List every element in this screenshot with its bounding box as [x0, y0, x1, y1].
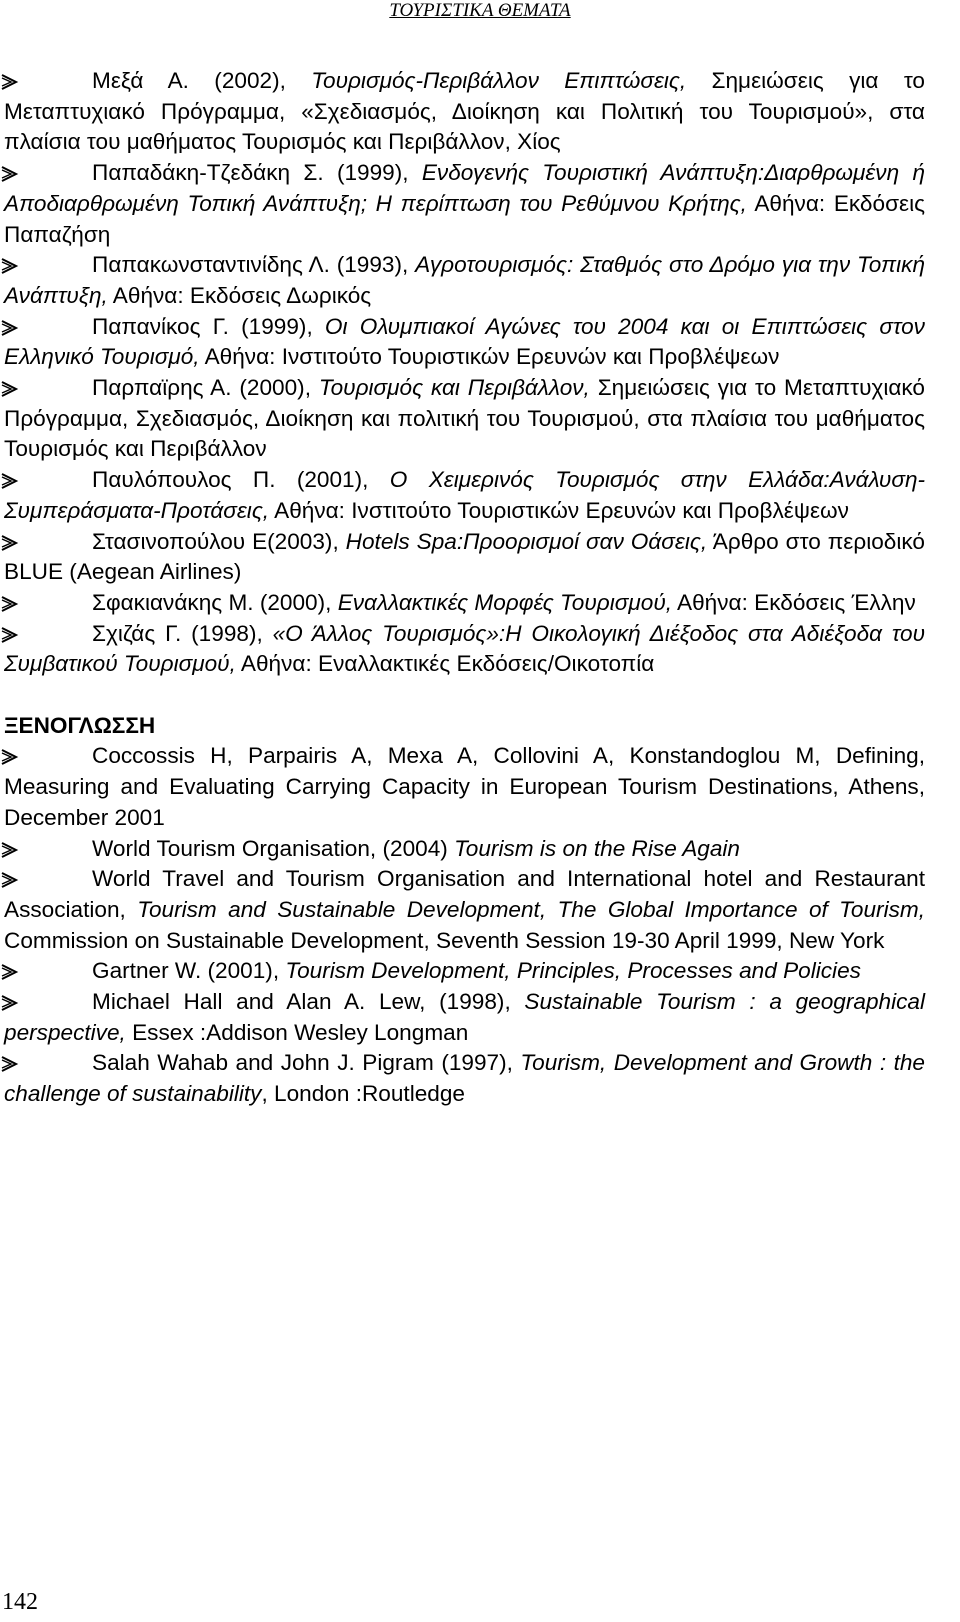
reference-rest: Commission on Sustainable Development, Seventh Session 19-30 April 1999, New York [4, 927, 885, 953]
reference-item [4, 373, 925, 465]
reference-item [4, 864, 925, 956]
reference-item [4, 465, 925, 526]
reference-author: Στασινοπούλου Ε(2003), [92, 528, 346, 554]
reference-item [4, 66, 925, 158]
reference-author: Gartner W. (2001), [92, 958, 286, 984]
reference-title: Hotels Spa:Προορισμοί σαν Οάσεις, [345, 528, 708, 554]
bibliography [4, 66, 925, 1110]
reference-item [4, 588, 925, 619]
reference-rest: Σημειώσεις για το Μεταπτυχιακό Πρόγραμμα, «Σχεδιασμός, Διοίκηση και Πολιτική του Τουρισμού», στα πλαίσια του μαθήματος Τουρισμός και Περιβάλλον, Χίος [4, 68, 925, 155]
reference-title: Tourism is on the Rise Again [454, 835, 740, 861]
arrow-bullet-icon [0, 741, 26, 771]
reference-title: Οι Ολυμπιακοί Αγώνες του 2004 και οι Επιπτώσεις στον Ελληνικό Τουρισμό, [4, 313, 925, 370]
reference-rest: Αθήνα: Εκδόσεις Δωρικός [107, 282, 372, 308]
reference-author: World Travel and Tourism Organisation and International hotel and Restaurant Association, [4, 866, 925, 922]
arrow-bullet-icon [0, 987, 26, 1017]
reference-rest: Σημειώσεις για το Μεταπτυχιακό Πρόγραμμα, Σχεδιασμός, Διοίκηση και πολιτική του Τουρισμού, στα πλαίσια του μαθήματος Τουρισμός και Περιβάλλον [4, 375, 925, 462]
arrow-bullet-icon [0, 373, 26, 403]
arrow-bullet-icon [0, 250, 26, 280]
reference-title: Ο Χειμερινός Τουρισμός στην Ελλάδα:Ανάλυση-Συμπεράσματα-Προτάσεις, [4, 467, 926, 523]
reference-title: Tourism and Sustainable Development, The Global Importance of Tourism, [137, 896, 925, 922]
reference-item [4, 741, 925, 833]
reference-author: Σφακιανάκης Μ. (2000), [92, 589, 338, 615]
arrow-bullet-icon [0, 864, 26, 894]
arrow-bullet-icon [0, 1048, 26, 1078]
greek-reference-list [4, 66, 925, 680]
arrow-bullet-icon [0, 527, 26, 557]
reference-item [4, 834, 925, 865]
reference-author: Παπακωνσταντινίδης Λ. (1993), [92, 252, 416, 278]
reference-rest: Αθήνα: Εναλλακτικές Εκδόσεις/Οικοτοπία [235, 651, 655, 677]
arrow-bullet-icon [0, 312, 26, 342]
reference-rest: Essex :Addison Wesley Longman [125, 1019, 469, 1045]
reference-title: Τουρισμός και Περιβάλλον, [318, 375, 590, 401]
reference-author: Παπαδάκη-Τζεδάκη Σ. (1999), [92, 160, 422, 186]
reference-title: «Ο Άλλος Τουρισμός»:Η Οικολογική Διέξοδος στα Αδιέξοδα του Συμβατικού Τουρισμού, [4, 620, 926, 677]
arrow-bullet-icon [0, 834, 26, 864]
reference-author: World Tourism Organisation, (2004) [92, 835, 455, 861]
arrow-bullet-icon [0, 66, 26, 96]
reference-title: Εναλλακτικές Μορφές Τουρισμού, [337, 589, 673, 615]
reference-item [4, 956, 925, 987]
page-number: 142 [2, 1589, 38, 1615]
arrow-bullet-icon [0, 158, 26, 188]
reference-title: Ενδογενής Τουριστική Ανάπτυξη:Διαρθρωμένη ή Αποδιαρθρωμένη Τοπική Ανάπτυξη; Η περίπτωση του Ρεθύμνου Κρήτης, [4, 160, 925, 216]
reference-item [4, 312, 925, 373]
reference-author: Μεξά Α. (2002), [92, 68, 312, 93]
reference-title: Sustainable Tourism : a geographical perspective, [4, 989, 925, 1045]
reference-rest: Αθήνα: Εκδόσεις Παπαζήση [4, 190, 925, 247]
reference-title: Αγροτουρισμός: Σταθμός στο Δρόμο για την Τοπική Ανάπτυξη, [4, 252, 925, 308]
arrow-bullet-icon [0, 465, 26, 495]
reference-item [4, 987, 925, 1048]
reference-rest: Αθήνα: Εκδόσεις Έλλην [672, 589, 916, 615]
reference-item [4, 158, 925, 250]
reference-title: Τουρισμός-Περιβάλλον Επιπτώσεις, [311, 68, 687, 93]
reference-item [4, 527, 925, 588]
reference-author: Salah Wahab and John J. Pigram (1997), [92, 1050, 521, 1076]
reference-rest: , London :Routledge [261, 1081, 465, 1107]
reference-author: Παπανίκος Γ. (1999), [92, 313, 325, 339]
reference-item [4, 250, 925, 311]
reference-author: Παυλόπουλος Π. (2001), [92, 467, 390, 493]
reference-item [4, 619, 925, 680]
reference-author: Coccossis H, Parpairis A, Mexa A, Collovini A, Konstandoglou M, Defining, Measuring and Evaluating Carrying Capacity in European Tourism Destinations, Athens, December 2001 [4, 743, 925, 830]
arrow-bullet-icon [0, 588, 26, 618]
reference-title: Tourism, Development and Growth : the challenge of sustainability [4, 1050, 925, 1107]
section-heading-foreign: ΞΕΝΟΓΛΩΣΣΗ [4, 712, 156, 738]
reference-author: Michael Hall and Alan A. Lew, (1998), [92, 989, 525, 1015]
reference-rest: Αθήνα: Ινστιτούτο Τουριστικών Ερευνών και Προβλέψεων [269, 497, 849, 523]
reference-author: Παρπαϊρης Α. (2000), [92, 375, 319, 401]
reference-rest: Άρθρο στο περιοδικό BLUE (Aegean Airlines) [4, 528, 925, 585]
arrow-bullet-icon [0, 619, 26, 649]
running-header: ΤΟΥΡΙΣΤΙΚΑ ΘΕΜΑΤΑ [389, 0, 571, 21]
reference-rest: Αθήνα: Ινστιτούτο Τουριστικών Ερευνών και Προβλέψεων [199, 344, 780, 370]
arrow-bullet-icon [0, 956, 26, 986]
reference-item [4, 1048, 925, 1109]
foreign-reference-list [4, 741, 925, 1109]
reference-author: Σχιζάς Γ. (1998), [92, 620, 273, 646]
reference-title: Tourism Development, Principles, Processes and Policies [285, 958, 861, 984]
